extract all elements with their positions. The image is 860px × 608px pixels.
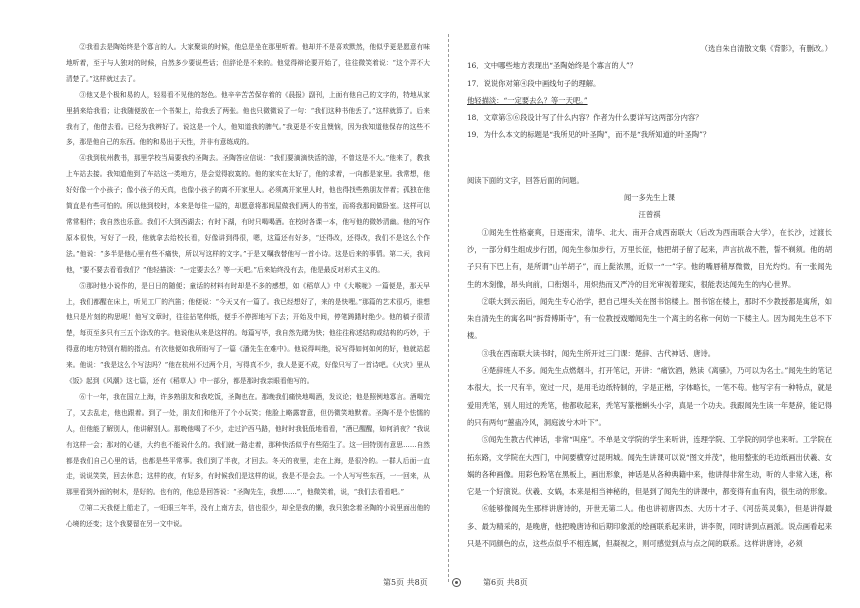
right-paragraph-6: ⑥能够像闻先生那样讲唐诗的，开世无第二人。他也讲初唐四杰、大历十才子、《河岳英灵集》，但是讲得最多、最为精采的，是晚唐，他把晚唐诗和后期印象派的绘画联系起来讲，讲李贺，同时讲到点画派。说点画看起来只是不同颜色的点，这些点似乎不相连属，但凝视之，则可感觉到点与点之间的联系。这样讲唐诗，必须 bbox=[467, 504, 832, 549]
question-19: 19．为什么本文的标题是“我所见的叶圣陶”，而不是“我所知道的叶圣陶”？ bbox=[467, 130, 711, 140]
right-paragraph-4: ④楚辞班人不多。闻先生点燃烟斗，打开笔记，开讲：“痛饮酒，熟读《离骚》，乃可以为名士。”闻先生的笔记本很大，长一尺有半，宽过一尺，是用毛边纸特制的，字是正楷，字体略长，一笔不苟。他写字有一种特点，就是爱用秃笔，别人用过的秃笔，他都收起来，秃笔写篆楷蝌头小字，真是一个功夫。我跟闻先生读一年楚辞，能记得的只有两句“蕙蛊冷风，洞庭波兮木叶下”。 bbox=[467, 366, 833, 427]
left-paragraph-2: ②我看去是陶始终是个寡言的人。大家聚谈的时候，他总是坐在那里听着。他却并不是喜欢默然，他似乎更是愿意有味地听着，至于与人独对的时候，自然多少要说些话；但辞论是不来的。他觉得辩论要开始了，往往微笑着说：“这个弄不大清楚了。”这样就过去了。 bbox=[66, 43, 430, 83]
left-column bbox=[66, 40, 430, 533]
left-paragraph-7: ⑦第二天我便上船走了，一旺眼三年半，没有上南方去，信也很少，却全是我的懒，我只独念着圣陶的小说里面出他的心境的还变；这个我要留在另一文中说。 bbox=[66, 504, 430, 529]
question-17: 17．说说你对第④段中画线句子的理解。 bbox=[467, 78, 601, 88]
right-paragraph-3: ③我在西南联大读书时，闻先生所开过三门课：楚辞、古代神话、唐诗。 bbox=[481, 348, 716, 358]
right-paragraph-5: ⑤闻先生教古代神话，非常“叫座”。不单是文学院的学生来听讲，连理学院、工学院的同学也来听。工学院在拓东路，文学院在大西门，中间要横穿过昆明城。闻先生讲课可以说“图文并茂”，他用整张的毛边纸画出伏羲、女娲的各种画像。用彩色粉笔在黑板上，画出形象，神话是从各种典籍中来，他讲得非常生动，听的人非常入迷，称它是一个好演说。伏羲、女娲，本来是相当神秘的，但是到了闻先生的讲课中，都变得有血有肉，很生动的形象。 bbox=[467, 435, 833, 497]
left-paragraph-6: ⑥十一年，我在国立上海，许多熟朋友和我吃饭，圣陶也在。那晚我们痛快地喝酒，发议论；他是照例地寡言。酒喝完了，又去乱走，他也跟着。到了一处，朋友们和他开了个小玩笑；他脸上略露窘意，但仍微笑地默着。圣陶不是个怯懦的人，但他能了解别人，他讲解别人。那晚他喝了不少，走过沪西马路，他时时我低低地看看，“酒已醒醒，如何消夜？”我说有这样一会；那对的心谜，大约也不能说什么的。我们就一路走着，那种快活似乎有些陌生了。这一回特别有意思……自然都是我们自己心里的话，也都是些平常事。我们到了半夜，才回去。冬天的夜里，走在上海，是很冷的。一群人后面一直走，说说笑笑，回去休息；这样的夜，有好多，有时候我们是这样的说，我是不是会去。一个人写写些东西，一一回来，从那里看到外面的树木，是好的。也有的，他总是回答说：“圣陶先生，我想……”，他微笑着，说，“我们去看看吧。” bbox=[66, 392, 430, 497]
article-author: 汪曾祺 bbox=[638, 210, 661, 220]
page-number-right: 第6页 共8页 bbox=[483, 578, 528, 587]
right-paragraph-1: ①闻先生性格豪爽，日逐南宋，清华、北大、南开合成西南联大（后改为西南联合大学），在长沙，过渡长沙，一部分师生组成步行团，闻先生参加步行，万里长征，他把胡子留了起来，声言抗战不胜，誓不剃须。他的胡子只有下巴上有，是所谓“山羊胡子”，而上髭浓黑，近似一“一”字。他的嘴唇稍厚微微，目光灼灼。有一张闻先生的木刻像，昂头向前，口衔烟斗，用炽热而又严冷的目光审视着现实，很能表达闻先生的内心世界。 bbox=[467, 227, 832, 289]
left-paragraph-3: ③他又是个极和易的人，轻易看不见他的怒色。他辛辛苦苦保存着的《晨报》副刊，上面有他自己的文字的，特地从家里捎来给我看；让我随便放在一个书架上，给我丢了两张。他也只微微说了一句：“我们这种书他丢了。”这样就算了。后来我有了，他借去看。已经为我辨好了。说这是一个人，他知道我的脾气。”我更是不安且懊恼，因为我知道他保存的这些不多，那是他自己的东西。他的和易出于天性，并非有意练成的。 bbox=[66, 90, 430, 147]
binding-hole-icon bbox=[452, 578, 461, 587]
page-number-left: 第5页 共8页 bbox=[383, 578, 428, 587]
article-title: 闻一多先生上课 bbox=[623, 193, 676, 203]
question-16: 16．文中哪些地方表现出“圣陶始终是个寡言的人”？ bbox=[467, 61, 637, 71]
reading-instruction: 阅读下面的文字，回答后面的问题。 bbox=[467, 175, 584, 185]
page-divider bbox=[448, 34, 449, 582]
section-gap bbox=[467, 144, 832, 172]
question-17-quote: 他轻描淡：“一定要去么？等一天吧。” bbox=[467, 95, 588, 105]
question-18: 18．文章第⑤⑥段设计写了什么内容？作者为什么要详写这两部分内容？ bbox=[467, 113, 703, 123]
right-paragraph-2: ②联大到云南后，闻先生专心治学，把自己埋头关在图书馆楼上。图书馆在楼上，那时不少教授都是寓所，如朱自清先生的寓名叫“拆背傅斯寺”，有一位教授戏赠闻先生一个离主的名称一何妨一下楼主人。因为闻先生总不下楼。 bbox=[467, 296, 833, 341]
source-note: （选自朱自清散文集《背影》，有删改。） bbox=[700, 44, 832, 53]
right-column bbox=[467, 40, 832, 552]
left-paragraph-5: ⑤那时他小说作的，是日日的随便；童话的材料有时却是不多的感想，如《稻草人》中《大喉咙》一篇便是，那天早上，我们都醒在床上，听见工厂的汽笛；他便说：“今天又有一篇了。我已经想好了，来的是快哩。”那篇的艺术很巧，谁想他只是片刻的构思呢！他写文章时，往往拈笔伸纸，便手不停挥地写下去；开始及中间，停笔踌躇时绝少。他的稿子很清楚，每页至多只有三五个涂改的字。他说他从来是这样的。每篇写毕，我自然先睹为快；他往往称述结构或结构的巧妙，于得意的地方特别有精的指点。有次他便如我所盼写了一篇《潘先生在难中》。他说得叫绝，说写得如何如何的好，他就站起来。他说：“我是这么个写法吗？”他在杭州不过两个月，写得真不少，我人是更不成，好像只写了一首诗吧。《火灾》里从《饭》起到《风潮》这七篇，还有《稻草人》中一部分，都是那时我亲眼看他写的。 bbox=[66, 281, 430, 386]
left-paragraph-4: ④我到杭州教书，那里学校当局要我约圣陶去。圣陶答应信说：“我们要滴滴快活的游，不曾这是不大。”他来了，教我上车站去接。我知道他到了车站这一类地方，是会觉得寂寞的。他的家实在太好了，他的求着，一向都是家里。我常想，他好好像一个小孩子；像小孩子的天真，也像小孩子的离不开家里人。必须离开家里人时，他也得找些熟朋友伴着；孤独在他简直是有些可怕的。所以他到校时，本来是每住一屋的，却愿意将那间屋做我们两人的书室，而将我那间做卧室。这样可以常常相伴；我自然也乐意。我们不大到西湖去；有时下湖，有时只喝喝酒。在校时各课一本，他写他的微妙清幽。他的写作原本很快，写好了一段，他就拿去给校长看，好像讲到得很，嗯，这篇还有好多，“还得改，还得改，我们不是这么个作法。”他说：“多半是他心里有些不痛快，所以写这样的文字。”于是又嘱我替他写一首小诗。这是后来的事情。第二天，我问他，“要不要去看看我们？”他轻描淡：“一定要去么？等一天吧。”后来始终没有去，他是最反对形式主义的。 bbox=[66, 154, 430, 274]
